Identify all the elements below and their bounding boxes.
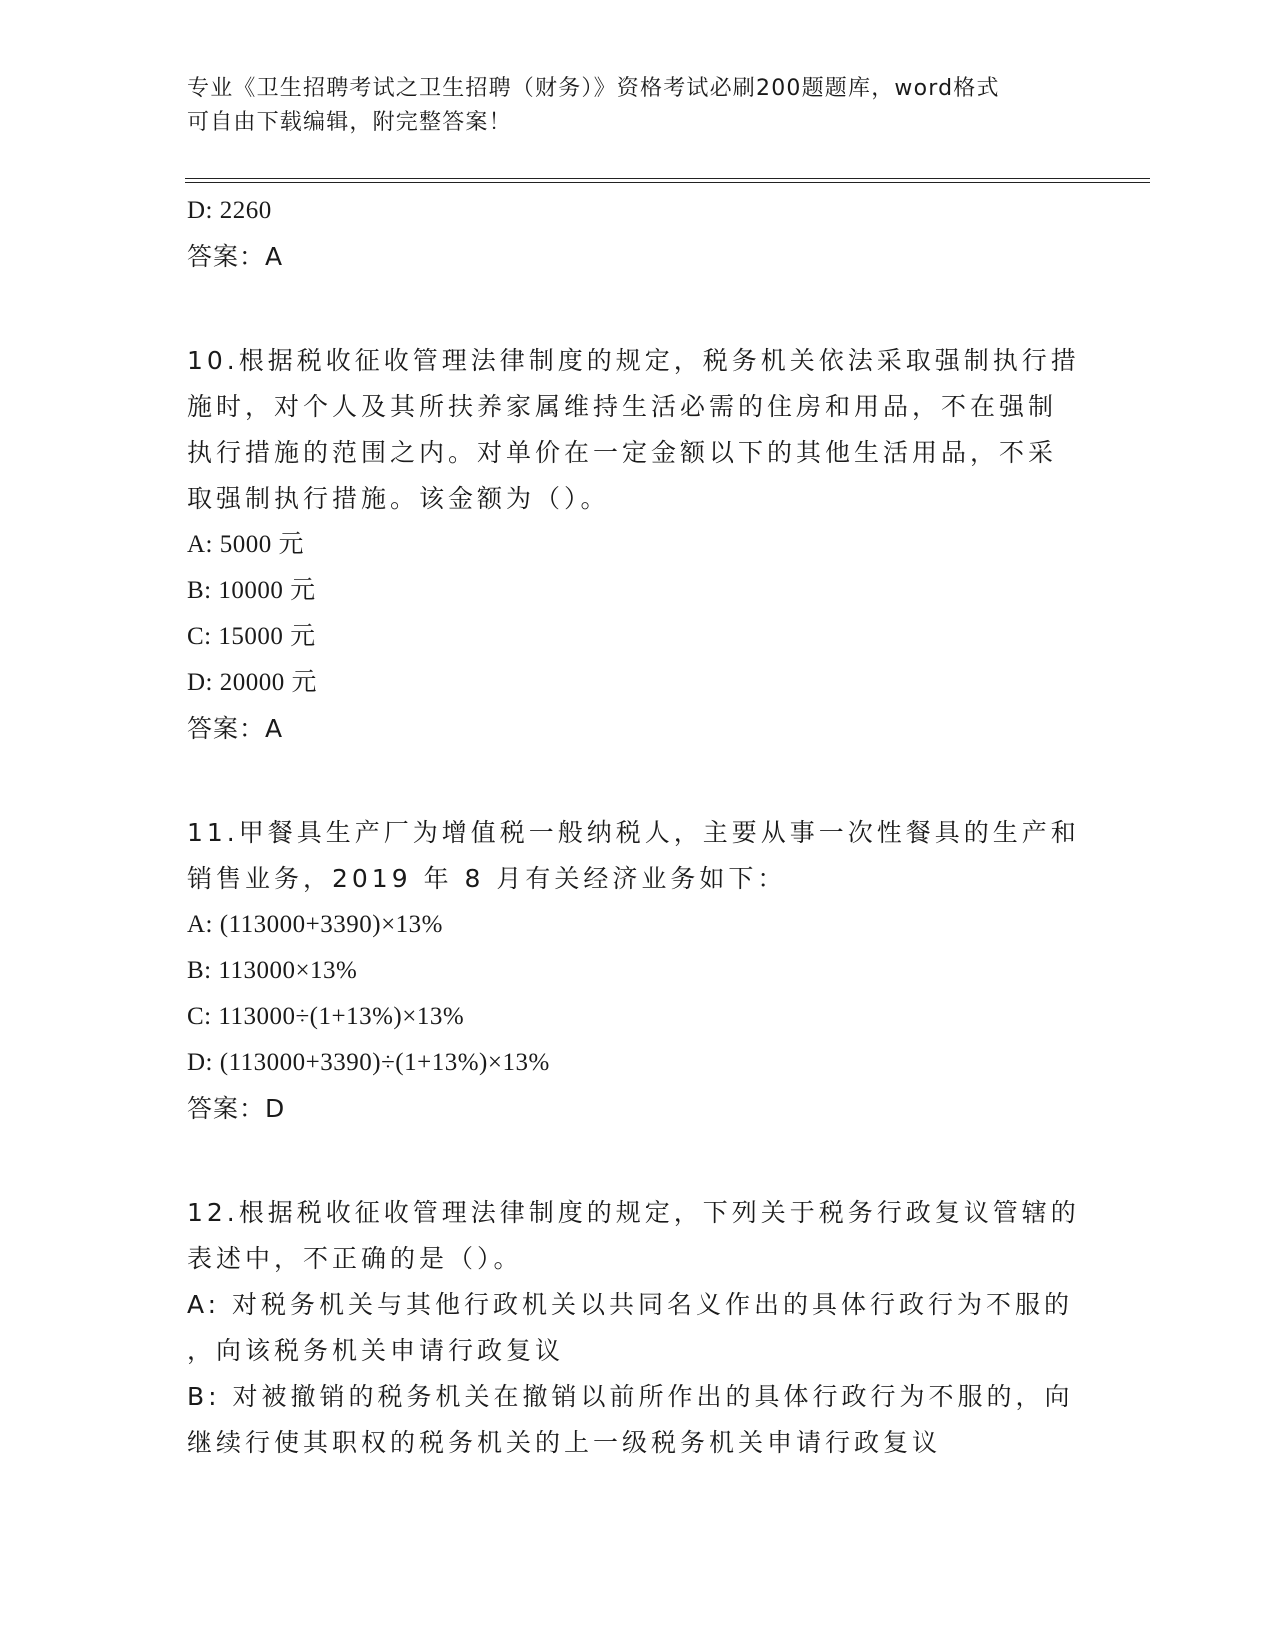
option-a-continued: ，向该税务机关申请行政复议	[187, 1336, 565, 1365]
option-b: B: 10000 元	[187, 577, 316, 604]
question-stem-line: 施时，对个人及其所扶养家属维持生活必需的住房和用品，不在强制	[187, 392, 1058, 421]
question-stem-line: 执行措施的范围之内。对单价在一定金额以下的其他生活用品，不采	[187, 438, 1058, 467]
header-divider-bottom	[185, 182, 1150, 183]
answer-label: 答案：A	[187, 714, 284, 743]
question-stem-line: 11.甲餐具生产厂为增值税一般纳税人，主要从事一次性餐具的生产和	[187, 818, 1080, 847]
option-a: A: (113000+3390)×13%	[187, 911, 443, 938]
header-divider-top	[185, 178, 1150, 179]
option-b: B: 113000×13%	[187, 957, 358, 984]
option-a: A: 对税务机关与其他行政机关以共同名义作出的具体行政行为不服的	[187, 1290, 1074, 1319]
previous-question-tail	[187, 188, 1087, 280]
option-d: D: (113000+3390)÷(1+13%)×13%	[187, 1049, 550, 1076]
document-header	[187, 72, 1087, 140]
question-stem-line: 销售业务，2019 年 8 月有关经济业务如下：	[187, 864, 787, 893]
answer-label: 答案：A	[187, 242, 284, 271]
answer-label: 答案：D	[187, 1094, 286, 1123]
option-b-continued: 继续行使其职权的税务机关的上一级税务机关申请行政复议	[187, 1428, 942, 1457]
header-title-line-1: 专业《卫生招聘考试之卫生招聘（财务）》资格考试必刷200题题库，word格式	[187, 76, 1000, 101]
question-stem-line: 12.根据税收征收管理法律制度的规定，下列关于税务行政复议管辖的	[187, 1198, 1080, 1227]
option-c: C: 113000÷(1+13%)×13%	[187, 1003, 465, 1030]
question-12	[187, 1190, 1087, 1466]
option-d: D: 20000 元	[187, 669, 318, 696]
option-d: D: 2260	[187, 197, 272, 224]
question-10	[187, 338, 1087, 752]
question-stem-line: 10.根据税收征收管理法律制度的规定，税务机关依法采取强制执行措	[187, 346, 1080, 375]
question-11	[187, 810, 1087, 1132]
option-c: C: 15000 元	[187, 623, 316, 650]
option-b: B: 对被撤销的税务机关在撤销以前所作出的具体行政行为不服的，向	[187, 1382, 1074, 1411]
question-stem-line: 表述中，不正确的是（）。	[187, 1244, 523, 1273]
question-content	[187, 188, 1087, 1466]
option-a: A: 5000 元	[187, 531, 305, 558]
header-title-line-2: 可自由下载编辑，附完整答案！	[187, 110, 512, 135]
question-stem-line: 取强制执行措施。该金额为（）。	[187, 484, 610, 513]
